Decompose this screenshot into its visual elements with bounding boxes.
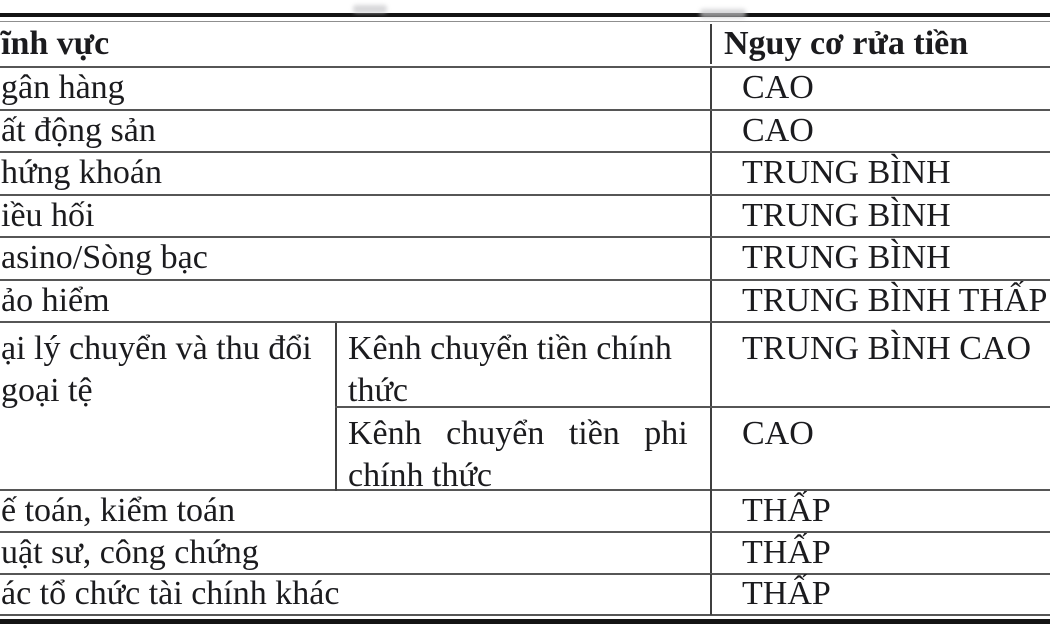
risk-cell: THẤP xyxy=(710,533,1050,573)
table-row xyxy=(0,111,1050,153)
table-row xyxy=(0,153,1050,196)
table-heavy-top-border xyxy=(0,13,1050,17)
risk-cell: THẤP xyxy=(710,574,1050,614)
risk-cell: TRUNG BÌNH THẤP xyxy=(710,281,1050,321)
sector-cell: ảo hiểm xyxy=(1,281,110,319)
table-row xyxy=(0,68,1050,111)
risk-cell: THẤP xyxy=(710,491,1050,531)
sector-cell: ất động sản xyxy=(1,111,156,149)
risk-cell: TRUNG BÌNH xyxy=(710,153,1050,193)
risk-cell: CAO xyxy=(710,408,1050,491)
scan-artifact xyxy=(700,9,746,18)
table-row xyxy=(0,281,1050,323)
merged-row-group xyxy=(0,323,1050,494)
risk-column-header xyxy=(710,24,1050,64)
table-row xyxy=(0,533,1050,575)
sector-cell: asino/Sòng bạc xyxy=(1,239,208,277)
risk-cell: TRUNG BÌNH xyxy=(710,238,1050,278)
channel-subrows xyxy=(335,323,1050,494)
sector-line: ại lý chuyển và thu đổi xyxy=(1,330,312,367)
table-row xyxy=(0,575,1050,616)
channel-line: Kênh chuyển tiền phi xyxy=(348,415,688,452)
risk-header-label: Nguy cơ rửa tiền xyxy=(724,24,969,62)
sector-cell: ác tổ chức tài chính khác xyxy=(1,575,340,613)
table-row xyxy=(0,196,1050,238)
table-heavy-bottom-border xyxy=(0,619,1050,624)
risk-cell: TRUNG BÌNH CAO xyxy=(710,323,1050,406)
channel-line: thức xyxy=(348,372,408,409)
sector-header-label: ĩnh vực xyxy=(1,24,110,62)
table-subrow xyxy=(335,408,1050,494)
risk-cell: TRUNG BÌNH xyxy=(710,196,1050,236)
sector-cell: uật sư, công chứng xyxy=(1,533,259,571)
sector-cell: hứng khoán xyxy=(1,154,163,192)
channel-cell xyxy=(335,408,710,494)
table-header-row xyxy=(0,22,1050,68)
channel-line: chính thức xyxy=(348,457,493,494)
scan-artifact xyxy=(353,5,387,13)
risk-table xyxy=(0,21,1050,616)
sector-cell: ế toán, kiểm toán xyxy=(1,491,236,529)
sector-cell-merged xyxy=(0,323,335,489)
channel-line: Kênh chuyển tiền chính xyxy=(348,330,672,367)
risk-cell: CAO xyxy=(710,111,1050,151)
sector-line: goại tệ xyxy=(1,372,93,409)
sector-cell: iều hối xyxy=(1,196,95,234)
table-row xyxy=(0,491,1050,533)
table-row xyxy=(0,238,1050,281)
sector-cell: gân hàng xyxy=(1,69,125,107)
channel-cell xyxy=(335,323,710,409)
table-subrow xyxy=(335,323,1050,408)
sector-column-header xyxy=(0,24,710,64)
risk-cell: CAO xyxy=(710,68,1050,108)
